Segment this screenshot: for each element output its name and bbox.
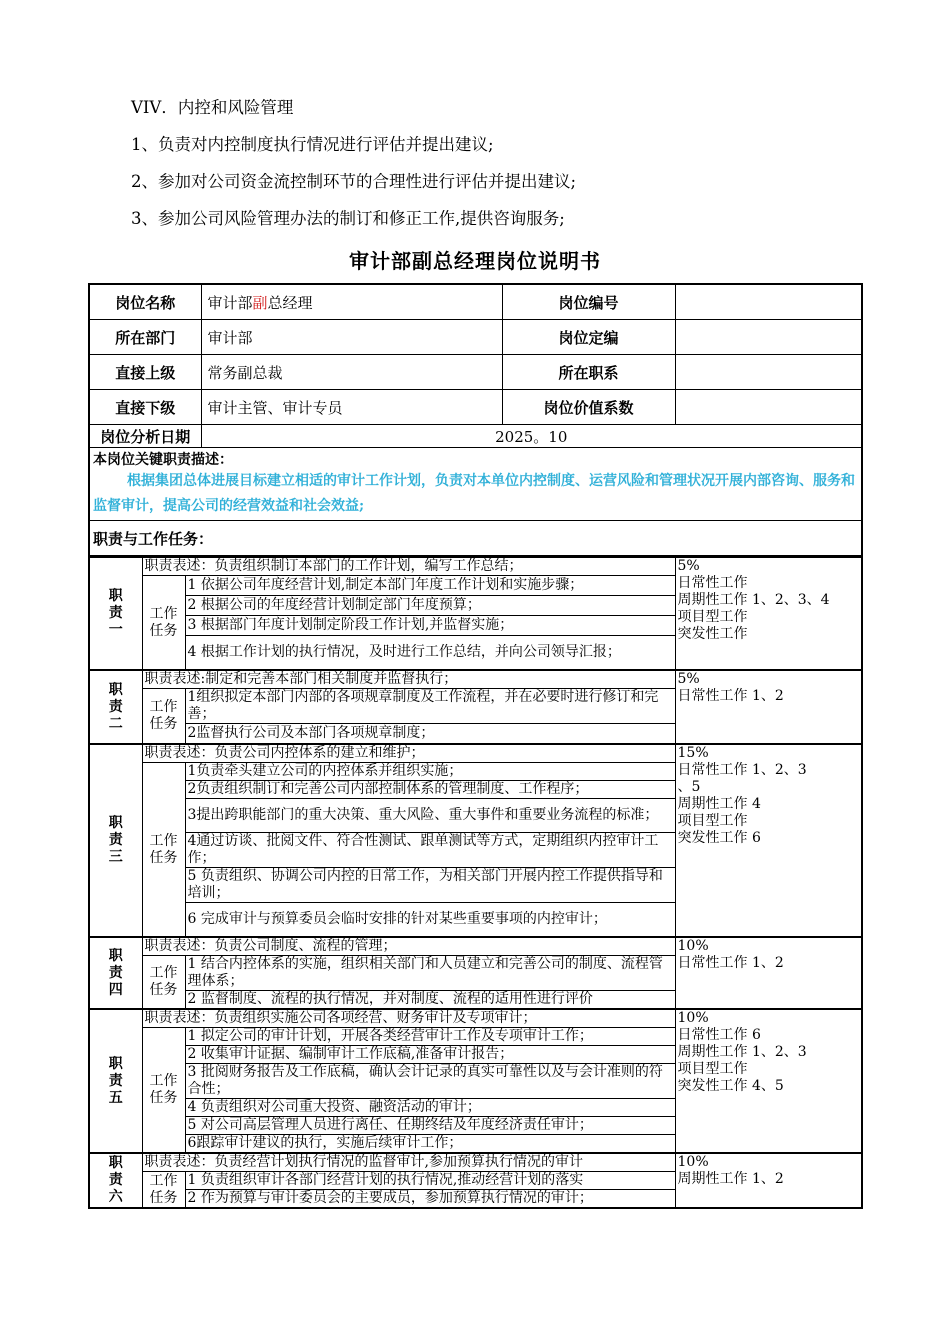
quota-label: 岗位定编 xyxy=(502,320,675,355)
subordinate-value: 审计主管、审计专员 xyxy=(201,390,502,425)
task-item: 4 负责组织对公司重大投资、融资活动的审计； xyxy=(185,1099,675,1117)
duty-side-line: 日常性工作 1、2 xyxy=(677,688,784,704)
duties-header: 职责与工作任务： xyxy=(89,521,862,557)
key-duty-label: 本岗位关键职责描述： xyxy=(93,452,233,468)
duty-side-line: 日常性工作 1、2 xyxy=(677,955,784,971)
duty-name: 职 责 一 xyxy=(89,558,142,671)
task-item: 2负责组织制订和完善公司内部控制体系的管理制度、工作程序； xyxy=(185,781,675,799)
position-info-table xyxy=(88,283,863,557)
task-item: 1 结合内控体系的实施，组织相关部门和人员建立和完善公司的制度、流程管理体系； xyxy=(185,956,675,991)
duty-name: 职 责 二 xyxy=(89,670,142,744)
duty-statement: 职责表述：负责组织实施公司各项经营、财务审计及专项审计； xyxy=(142,1009,675,1028)
analysis-date-value: 2025。10 xyxy=(201,425,862,448)
duty-side-line: 周期性工作 4 xyxy=(677,796,761,812)
task-item: 5 对公司高层管理人员进行离任、任期终结及年度经济责任审计； xyxy=(185,1117,675,1135)
duty-statement: 职责表述:制定和完善本部门相关制度并监督执行； xyxy=(142,670,675,689)
duty-side-line: 项目型工作 xyxy=(677,813,748,829)
position-name-label: 岗位名称 xyxy=(89,284,201,320)
key-duty-text: 根据集团总体进展目标建立相适的审计工作计划，负责对本单位内控制度、运营风险和管理状况开展内部咨询、服务和监督审计，提高公司的经营效益和社会效益; xyxy=(93,473,855,514)
duty-statement: 职责表述：负责组织制订本部门的工作计划，编写工作总结； xyxy=(142,558,675,576)
position-no-value xyxy=(675,284,862,320)
duty-side-line: 日常性工作 6 xyxy=(677,1027,761,1043)
series-value xyxy=(675,355,862,390)
task-item: 4通过访谈、批阅文件、符合性测试、跟单测试等方式，定期组织内控审计工作； xyxy=(185,833,675,868)
task-label: 工作 任务 xyxy=(142,1028,185,1154)
duty-statement: 职责表述：负责经营计划执行情况的监督审计,参加预算执行情况的审计 xyxy=(142,1153,675,1172)
duty-side-line: 周期性工作 1、2 xyxy=(677,1171,784,1187)
duty-side-line: 突发性工作 6 xyxy=(677,830,761,846)
task-label: 工作 任务 xyxy=(142,1172,185,1209)
duty-side-line: 5% xyxy=(677,671,700,687)
duty-side-line: 15% xyxy=(677,745,709,761)
task-item: 5 负责组织、协调公司内控的日常工作，为相关部门开展内控工作提供指导和培训； xyxy=(185,868,675,903)
intro-item-3: 3、参加公司风险管理办法的制订和修正工作,提供咨询服务; xyxy=(131,209,565,228)
task-label: 工作 任务 xyxy=(142,689,185,745)
intro-item-1: 1、负责对内控制度执行情况进行评估并提出建议; xyxy=(131,135,494,154)
series-label: 所在职系 xyxy=(502,355,675,390)
duty-weight-category xyxy=(675,937,862,1009)
duty-weight-category xyxy=(675,558,862,671)
duty-side-line: 10% xyxy=(677,938,709,954)
duty-side-line: 项目型工作 xyxy=(677,1061,748,1077)
task-item: 1负责牵头建立公司的内控体系并组织实施； xyxy=(185,763,675,781)
duty-side-line: 、5 xyxy=(677,779,701,795)
duty-side-line: 10% xyxy=(677,1010,709,1026)
task-label: 工作 任务 xyxy=(142,576,185,671)
duties-table xyxy=(88,557,863,1209)
position-name-highlight: 副 xyxy=(252,293,268,312)
task-item: 1组织拟定本部门内部的各项规章制度及工作流程，并在必要时进行修订和完善； xyxy=(185,689,675,724)
intro-heading: VIV．内控和风险管理 xyxy=(131,98,294,117)
duty-name: 职 责 四 xyxy=(89,937,142,1009)
duty-side-line: 突发性工作 4、5 xyxy=(677,1078,784,1094)
duty-side-line: 5% xyxy=(677,558,700,574)
duty-weight-category xyxy=(675,744,862,937)
duty-weight-category xyxy=(675,1153,862,1208)
task-item: 2 收集审计证据、编制审计工作底稿,准备审计报告； xyxy=(185,1046,675,1064)
task-item: 6跟踪审计建议的执行，实施后续审计工作； xyxy=(185,1135,675,1154)
task-item: 4 根据工作计划的执行情况，及时进行工作总结，并向公司领导汇报； xyxy=(185,636,675,671)
superior-label: 直接上级 xyxy=(89,355,201,390)
task-label: 工作 任务 xyxy=(142,956,185,1010)
duty-side-line: 日常性工作 1、2、3 xyxy=(677,762,807,778)
duty-side-line: 日常性工作 xyxy=(677,575,748,591)
duty-weight-category xyxy=(675,670,862,744)
key-duty-cell xyxy=(89,448,862,521)
task-item: 2 作为预算与审计委员会的主要成员，参加预算执行情况的审计； xyxy=(185,1190,675,1209)
value-coef-label: 岗位价值系数 xyxy=(502,390,675,425)
duty-name: 职 责 六 xyxy=(89,1153,142,1208)
task-item: 2 根据公司的年度经营计划制定部门年度预算； xyxy=(185,596,675,616)
task-item: 6 完成审计与预算委员会临时安排的针对某些重要事项的内控审计； xyxy=(185,903,675,938)
duty-name: 职 责 五 xyxy=(89,1009,142,1153)
document-title: 审计部副总经理岗位说明书 xyxy=(349,249,601,273)
task-item: 1 负责组织审计各部门经营计划的执行情况,推动经营计划的落实 xyxy=(185,1172,675,1190)
quota-value xyxy=(675,320,862,355)
task-item: 1 依据公司年度经营计划,制定本部门年度工作计划和实施步骤； xyxy=(185,576,675,596)
task-item: 2监督执行公司及本部门各项规章制度； xyxy=(185,724,675,745)
position-name-value: 审计部副总经理 xyxy=(201,284,502,320)
dept-value: 审计部 xyxy=(201,320,502,355)
duty-side-line: 突发性工作 xyxy=(677,626,748,642)
position-no-label: 岗位编号 xyxy=(502,284,675,320)
duty-side-line: 周期性工作 1、2、3、4 xyxy=(677,592,830,608)
task-item: 3 批阅财务报告及工作底稿，确认会计记录的真实可靠性以及与会计准则的符合性； xyxy=(185,1064,675,1099)
task-item: 1 拟定公司的审计计划，开展各类经营审计工作及专项审计工作； xyxy=(185,1028,675,1046)
intro-item-2: 2、参加对公司资金流控制环节的合理性进行评估并提出建议; xyxy=(131,172,577,191)
duty-statement: 职责表述：负责公司内控体系的建立和维护； xyxy=(142,744,675,763)
subordinate-label: 直接下级 xyxy=(89,390,201,425)
superior-value: 常务副总裁 xyxy=(201,355,502,390)
duty-statement: 职责表述：负责公司制度、流程的管理； xyxy=(142,937,675,956)
task-item: 2 监督制度、流程的执行情况，并对制度、流程的适用性进行评价 xyxy=(185,991,675,1010)
task-item: 3提出跨职能部门的重大决策、重大风险、重大事件和重要业务流程的标准； xyxy=(185,799,675,833)
duty-side-line: 周期性工作 1、2、3 xyxy=(677,1044,807,1060)
task-item: 3 根据部门年度计划制定阶段工作计划,并监督实施； xyxy=(185,616,675,636)
duty-side-line: 项目型工作 xyxy=(677,609,748,625)
duty-name: 职 责 三 xyxy=(89,744,142,937)
duty-side-line: 10% xyxy=(677,1154,709,1170)
value-coef-value xyxy=(675,390,862,425)
task-label: 工作 任务 xyxy=(142,763,185,938)
analysis-date-label: 岗位分析日期 xyxy=(89,425,201,448)
dept-label: 所在部门 xyxy=(89,320,201,355)
intro-section xyxy=(131,94,891,242)
duty-weight-category xyxy=(675,1009,862,1153)
